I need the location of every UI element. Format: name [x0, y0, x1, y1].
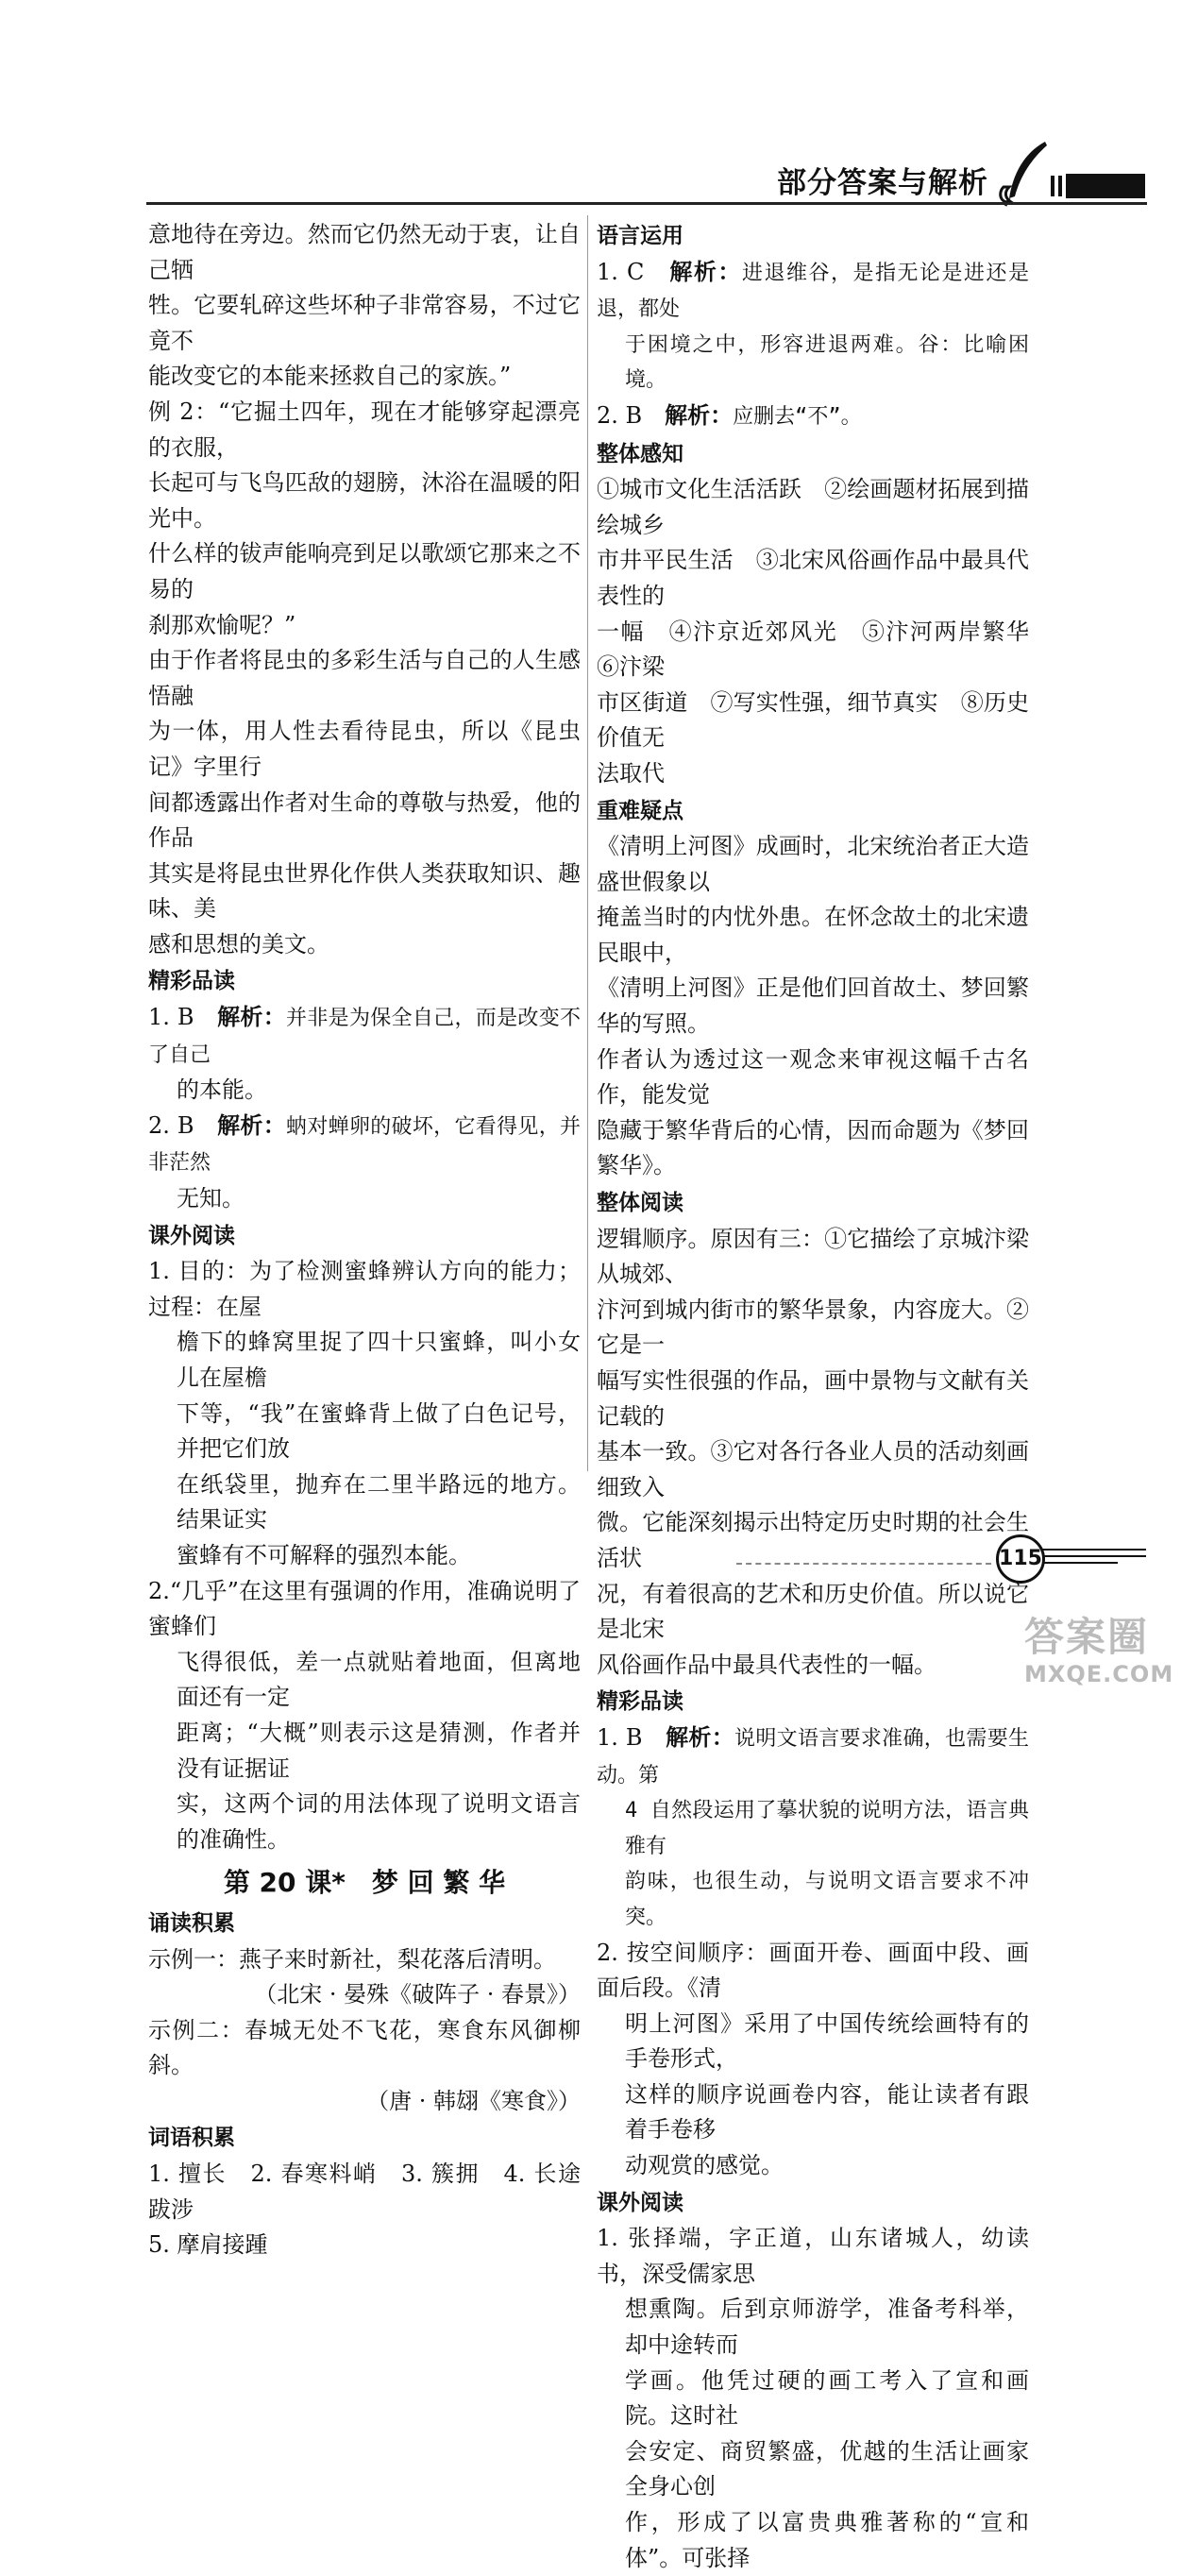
answer-number: 1. B — [597, 1723, 643, 1751]
text-line: 4 自然段运用了摹状貌的说明方法，语言典雅有 — [625, 1799, 1029, 1858]
text-line: 意地待在旁边。然而它仍然无动于衷，让自己牺 — [148, 221, 581, 283]
text-line: 2. 按空间顺序：画面开卷、画面中段、画面后段。《清 — [597, 1939, 1029, 2002]
text-line: （北宋 · 晏殊《破阵子 · 春景》） — [254, 1981, 581, 2008]
section-heading: 精彩品读 — [148, 969, 235, 994]
text-line: 1. 张择端，字正道，山东诸城人，幼读书，深受儒家思 — [597, 2225, 1029, 2287]
text-line: 作，形成了以富贵典雅著称的“宣和体”。可张择 — [625, 2509, 1029, 2571]
text-line: 例 2：“它掘土四年，现在才能够穿起漂亮的衣服， — [148, 398, 581, 461]
text-line: 想熏陶。后到京师游学，准备考科举，却中途转而 — [625, 2296, 1029, 2359]
header-rule — [146, 202, 1147, 205]
lesson-title: 第 20 课* 梦 回 繁 华 — [223, 1867, 506, 1899]
text-line: 什么样的钹声能响亮到足以歌颂它那来之不易的 — [148, 540, 581, 602]
section-heading: 整体阅读 — [597, 1191, 683, 1216]
text-line: ①城市文化生活活跃 ②绘画题材拓展到描绘城乡 — [597, 476, 1029, 538]
analysis-text: 应删去“不”。 — [733, 404, 862, 429]
text-line: 《清明上河图》正是他们回首故土、梦回繁华的写照。 — [597, 974, 1029, 1038]
header-bars-icon — [1051, 172, 1145, 198]
text-line: 逻辑顺序。原因有三：①它描绘了京城汴梁从城郊、 — [597, 1225, 1029, 1288]
text-line: 下等，“我”在蜜蜂背上做了白色记号，并把它们放 — [177, 1399, 581, 1463]
section-heading: 整体感知 — [597, 441, 683, 466]
text-line: 掩盖当时的内忧外患。在怀念故土的北宋遗民眼中， — [597, 904, 1029, 966]
text-line: 1. 擅长 2. 春寒料峭 3. 簇拥 4. 长途跋涉 — [148, 2161, 581, 2223]
footer-dash-line — [736, 1563, 991, 1565]
analysis-label: 解析： — [669, 258, 742, 285]
analysis-label: 解析： — [665, 401, 734, 429]
text-line: 感和思想的美文。 — [148, 930, 329, 958]
text-line: 为一体，用人性去看待昆虫，所以《昆虫记》字里行 — [148, 718, 581, 780]
text-line: 由于作者将昆虫的多彩生活与自己的人生感悟融 — [148, 647, 581, 709]
text-line: 市区街道 ⑦写实性强，细节真实 ⑧历史价值无 — [597, 688, 1029, 752]
analysis-label: 解析： — [666, 1723, 735, 1751]
watermark-logo: 答案圈 — [1024, 1614, 1150, 1660]
analysis-text: 蚋对蝉卵的破坏，它看得见，并非茫然 — [148, 1114, 582, 1176]
text-line: 明上河图》采用了中国传统绘画特有的手卷形式， — [625, 2009, 1029, 2073]
analysis-text: 说明文语言要求准确，也需要生动。第 — [597, 1726, 1030, 1788]
text-line: 能改变它的本能来拯救自己的家族。” — [148, 363, 512, 390]
answer-number: 2. B — [148, 1111, 194, 1139]
header-title: 部分答案与解析 — [777, 166, 988, 200]
analysis-label: 解析： — [217, 1111, 287, 1139]
text-line: 在纸袋里，抛弃在二里半路远的地方。结果证实 — [177, 1470, 581, 1534]
section-heading: 精彩品读 — [597, 1689, 683, 1715]
text-line: 示例一：燕子来时新社，梨花落后清明。 — [148, 1945, 556, 1973]
text-line: 1. 目的：为了检测蜜蜂辨认方向的能力；过程：在屋 — [148, 1258, 581, 1320]
text-line: 法取代 — [597, 759, 665, 787]
page-header — [146, 151, 1147, 208]
column-divider — [587, 215, 588, 1471]
text-line: 市井平民生活 ③北宋风俗画作品中最具代表性的 — [597, 547, 1029, 609]
section-heading: 重难疑点 — [597, 798, 683, 823]
analysis-text: 并非是为保全自己，而是改变不了自己 — [148, 1007, 582, 1067]
answer-line — [148, 1000, 581, 1073]
answer-line — [597, 255, 1029, 328]
text-line: 微。它能深刻揭示出特定历史时期的社会生活状 — [597, 1509, 1029, 1571]
section-heading: 诵读积累 — [148, 1910, 235, 1936]
answer-number: 2. B — [597, 401, 643, 429]
text-line: 长起可与飞鸟匹敌的翅膀，沐浴在温暖的阳光中。 — [148, 469, 581, 532]
text-line: 会安定、商贸繁盛，优越的生活让画家全身心创 — [625, 2437, 1029, 2500]
text-line: 飞得很低，差一点就贴着地面，但离地面还有一定 — [177, 1648, 581, 1711]
text-line: 2.“几乎”在这里有强调的作用，准确说明了蜜蜂们 — [148, 1577, 581, 1640]
watermark — [1024, 1615, 1175, 1695]
text-line: 的本能。 — [177, 1076, 267, 1104]
footer-lines-icon — [1042, 1542, 1146, 1570]
section-heading: 语言运用 — [597, 224, 683, 248]
quill-pen-icon — [996, 140, 1053, 208]
text-line: 基本一致。③它对各行各业人员的活动刻画细致入 — [597, 1438, 1029, 1500]
text-line: 间都透露出作者对生命的尊敬与热爱，他的作品 — [148, 788, 581, 852]
page-number: 115 — [996, 1534, 1045, 1584]
text-line: 实，这两个词的用法体现了说明文语言的准确性。 — [177, 1790, 581, 1853]
text-line: 一幅 ④汴京近郊风光 ⑤汴河两岸繁华 ⑥汴梁 — [597, 618, 1052, 681]
text-line: 5. 摩肩接踵 — [148, 2231, 268, 2259]
answer-number: 1. C — [597, 258, 645, 285]
text-line: 风俗画作品中最具代表性的一幅。 — [597, 1651, 936, 1678]
text-line: 无知。 — [177, 1185, 245, 1212]
text-line: 《清明上河图》成画时，北宋统治者正大造盛世假象以 — [597, 833, 1029, 895]
text-line: 于困境之中，形容进退两难。谷：比喻困境。 — [625, 332, 1029, 393]
answer-number: 1. B — [148, 1004, 194, 1031]
text-line: 檐下的蜂窝里捉了四十只蜜蜂，叫小女儿在屋檐 — [177, 1329, 581, 1391]
answer-line — [148, 1109, 581, 1181]
watermark-url: MXQE.COM — [1024, 1661, 1174, 1687]
text-line: 学画。他凭过硬的画工考入了宣和画院。这时社 — [625, 2366, 1029, 2430]
text-line: 动观赏的感觉。 — [625, 2152, 784, 2179]
text-line: 汴河到城内街市的繁华景象，内容庞大。②它是一 — [597, 1296, 1029, 1359]
left-column — [148, 217, 581, 2263]
text-line: 隐藏于繁华背后的心情，因而命题为《梦回繁华》。 — [597, 1116, 1029, 1179]
text-line: 其实是将昆虫世界化作供人类获取知识、趣味、美 — [148, 859, 581, 923]
text-line: 距离；“大概”则表示这是猜测，作者并没有证据证 — [177, 1719, 581, 1782]
section-heading: 课外阅读 — [597, 2190, 683, 2215]
text-line: 作者认为透过这一观念来审视这幅千古名作，能发觉 — [597, 1045, 1029, 1109]
text-line: 韵味，也很生动，与说明文语言要求不冲突。 — [625, 1870, 1029, 1929]
text-line: 况，有着很高的艺术和历史价值。所以说它是北宋 — [597, 1580, 1029, 1643]
text-line: 刹那欢愉呢？” — [148, 611, 296, 638]
analysis-label: 解析： — [217, 1004, 287, 1031]
section-heading: 课外阅读 — [148, 1223, 235, 1248]
answer-line — [597, 398, 1029, 435]
right-column — [597, 217, 1052, 2576]
text-line: （唐 · 韩翃《寒食》） — [366, 2087, 581, 2114]
text-line: 幅写实性很强的作品，画中景物与文献有关记载的 — [597, 1367, 1029, 1430]
text-line: 示例二：春城无处不飞花，寒食东风御柳斜。 — [148, 2016, 581, 2079]
text-line: 这样的顺序说画卷内容，能让读者有跟着手卷移 — [625, 2080, 1029, 2144]
analysis-text: 进退维谷，是指无论是进还是退，都处 — [597, 261, 1030, 322]
text-line: 蜜蜂有不可解释的强烈本能。 — [177, 1541, 471, 1568]
text-line: 牲。它要轧碎这些坏种子非常容易，不过它竟不 — [148, 292, 581, 354]
answer-line — [597, 1720, 1029, 1793]
section-heading: 词语积累 — [148, 2126, 235, 2151]
